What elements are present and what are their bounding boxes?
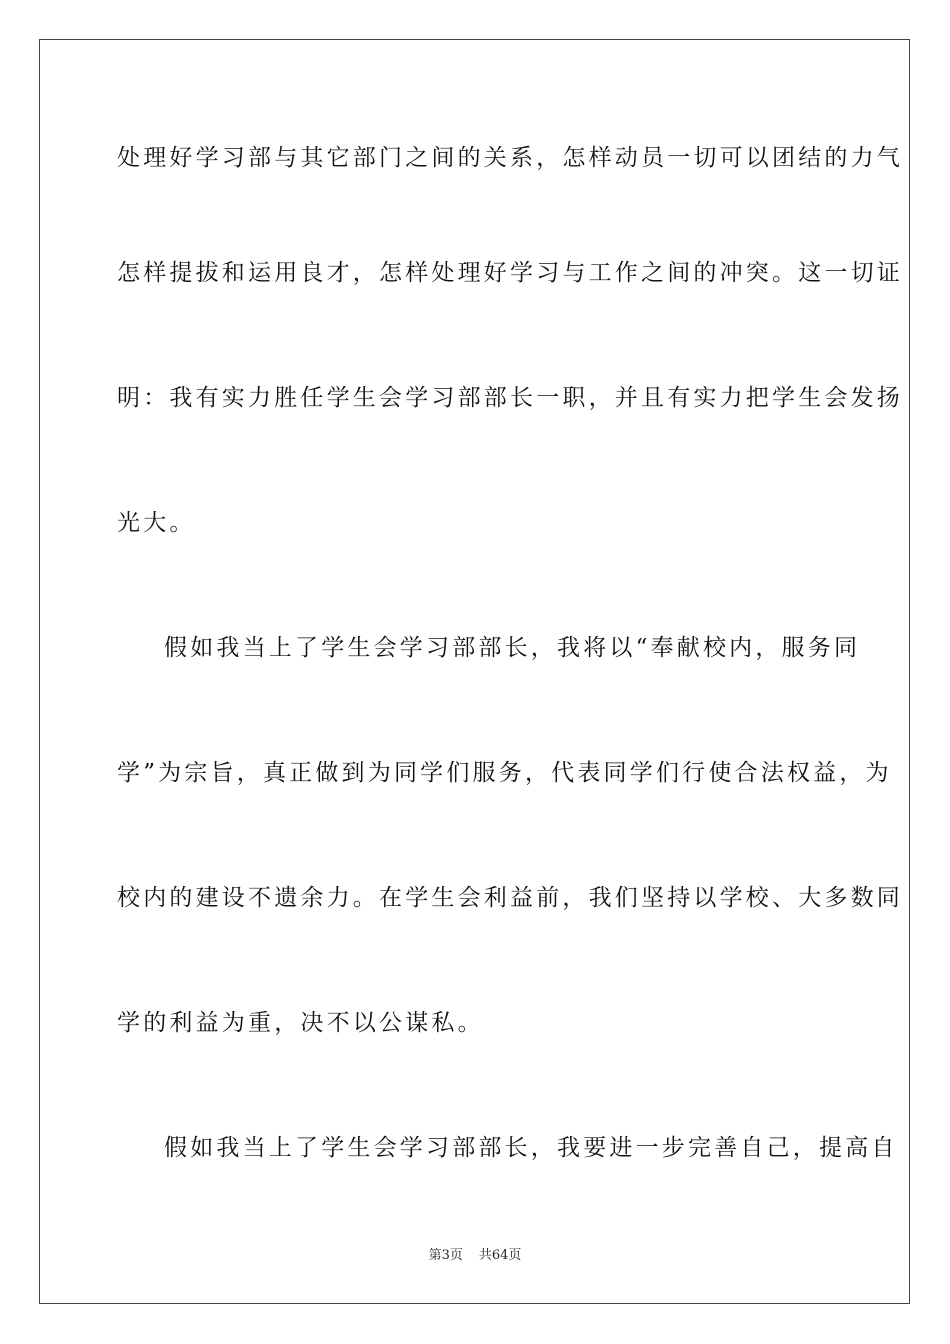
page-frame [39, 39, 910, 1304]
page-footer [0, 1247, 950, 1265]
text-line-6: 学”为宗旨，真正做到为同学们服务，代表同学们行使合法权益，为 [117, 760, 892, 786]
text-line-5: 假如我当上了学生会学习部部长，我将以“奉献校内，服务同 [164, 635, 861, 661]
page-number: 第3页 [428, 1248, 463, 1263]
text-line-2: 怎样提拔和运用良才，怎样处理好学习与工作之间的冲突。这一切证 [117, 260, 903, 286]
text-line-7: 校内的建设不遗余力。在学生会利益前，我们坚持以学校、大多数同 [117, 885, 903, 911]
total-pages: 共64页 [478, 1248, 522, 1263]
text-line-1: 处理好学习部与其它部门之间的关系，怎样动员一切可以团结的力气 [117, 145, 903, 171]
text-line-3: 明：我有实力胜任学生会学习部部长一职，并且有实力把学生会发扬 [117, 385, 903, 411]
text-line-9: 假如我当上了学生会学习部部长，我要进一步完善自己，提高自 [164, 1135, 898, 1161]
text-line-4: 光大。 [117, 510, 196, 536]
text-line-8: 学的利益为重，决不以公谋私。 [117, 1010, 484, 1036]
